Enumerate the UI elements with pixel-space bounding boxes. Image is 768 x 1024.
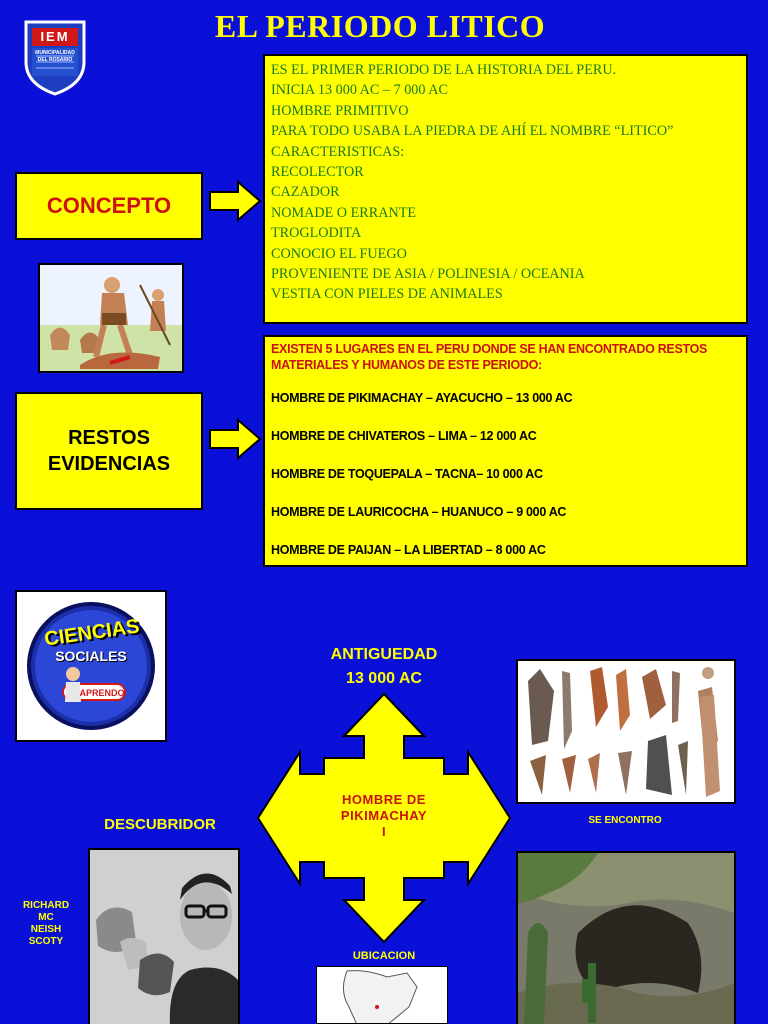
concept-line: CARACTERISTICAS:	[271, 143, 405, 160]
restos-label	[15, 392, 203, 510]
concepto-label: CONCEPTO	[15, 172, 203, 240]
page-title: EL PERIODO LITICO	[214, 8, 546, 44]
restos-label-line: RESTOS	[68, 427, 150, 449]
restos-item: HOMBRE DE LAURICOCHA – HUANUCO – 9 000 AC	[271, 505, 567, 519]
antiguedad-label	[300, 643, 468, 691]
concept-line: HOMBRE PRIMITIVO	[271, 102, 409, 119]
restos-intro: EXISTEN 5 LUGARES EN EL PERU DONDE SE HAN ENCONTRADO RESTOS MATERIALES Y HUMANOS DE ESTE PERIODO:	[271, 342, 708, 372]
concept-line: CAZADOR	[271, 184, 340, 201]
antiguedad-title: ANTIGUEDAD	[330, 646, 438, 663]
antiguedad-value: 13 000 AC	[346, 670, 422, 687]
descubridor-name	[16, 900, 76, 948]
ubicacion-label: UBICACION	[352, 950, 416, 962]
concept-line: PROVENIENTE DE ASIA / POLINESIA / OCEANIA	[271, 266, 585, 283]
center-label	[322, 792, 446, 840]
center-line: PIKIMACHAY	[340, 808, 428, 823]
concept-line: RECOLECTOR	[271, 164, 364, 181]
restos-item: HOMBRE DE PAIJAN – LA LIBERTAD – 8 000 AC	[271, 543, 546, 557]
name-line: RICHARD	[22, 900, 70, 911]
ciencias-sociales-logo	[15, 590, 167, 742]
name-line: SCOTY	[28, 936, 64, 947]
cave-photo	[516, 851, 736, 1024]
concept-line: PARA TODO USABA LA PIEDRA DE AHÍ EL NOMBRE “LITICO”	[271, 123, 674, 140]
restos-label-line: EVIDENCIAS	[47, 453, 171, 475]
restos-item: HOMBRE DE TOQUEPALA – TACNA– 10 000 AC	[271, 467, 543, 481]
school-logo	[22, 16, 88, 96]
ciencias-subtitle: SOCIALES	[55, 648, 127, 664]
restos-item: HOMBRE DE PIKIMACHAY – AYACUCHO – 13 000 AC	[271, 391, 573, 405]
logo-caption: MUNICIPALIDAD DEL ROSARIO	[35, 50, 75, 63]
restos-item: HOMBRE DE CHIVATEROS – LIMA – 12 000 AC	[271, 429, 537, 443]
logo-letters: IEM	[40, 29, 70, 44]
concepto-description	[263, 54, 748, 324]
concept-line: ES EL PRIMER PERIODO DE LA HISTORIA DEL PERU.	[271, 62, 617, 78]
descubridor-photo	[88, 848, 240, 1024]
restos-description	[263, 335, 748, 567]
center-line: I	[381, 824, 387, 839]
ciencias-title: CIENCIAS	[43, 615, 141, 651]
concept-line: TROGLODITA	[271, 225, 362, 242]
concept-line: INICIA 13 000 AC – 7 000 AC	[271, 82, 448, 99]
arrow-right-icon	[208, 418, 262, 460]
se-encontro-label: SE ENCONTRO	[588, 815, 662, 826]
concept-line: CONOCIO EL FUEGO	[271, 245, 407, 262]
center-line: HOMBRE DE	[342, 792, 426, 807]
name-line: NEISH	[30, 924, 62, 935]
name-line: MC	[38, 912, 54, 923]
concept-line: NOMADE O ERRANTE	[271, 204, 417, 221]
concept-line: VESTIA CON PIELES DE ANIMALES	[271, 286, 503, 303]
descubridor-label: DESCUBRIDOR	[104, 816, 216, 833]
ubicacion-map	[316, 966, 448, 1024]
arrow-right-icon	[208, 180, 262, 222]
ciencias-badge: APRENDO	[79, 688, 125, 698]
hunting-scene-image	[38, 263, 184, 373]
stone-tools-image	[516, 659, 736, 804]
